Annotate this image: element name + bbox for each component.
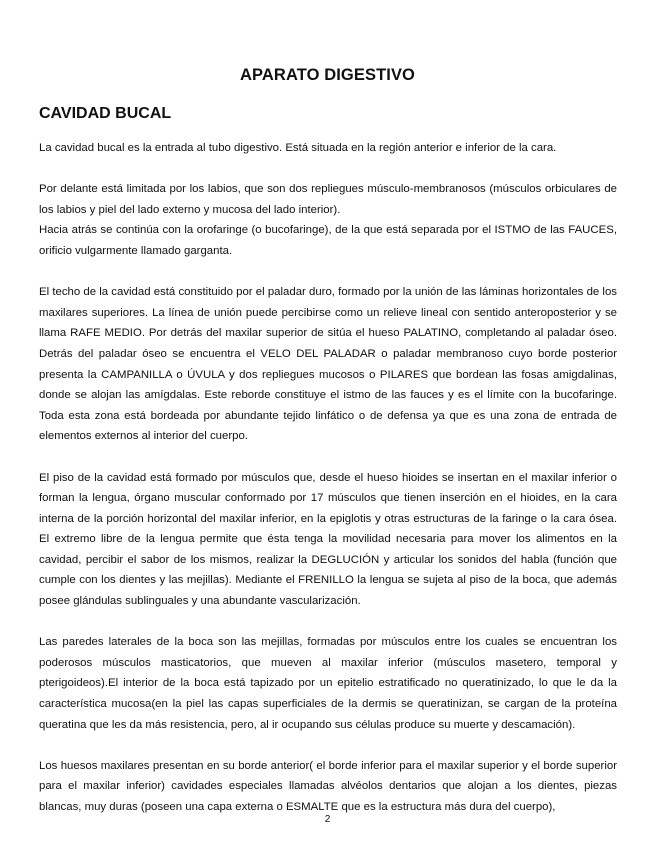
paragraph-maxilares: Los huesos maxilares presentan en su borde anterior( el borde inferior para el maxilar superior y el borde superior para el maxilar inferior) cavidades especiales llamadas alvéolos dentarios que alojan a los dientes, piezas blancas, muy duras (poseen una capa externa o ESMALTE que es la estructura más dura del cuerpo), [39, 759, 617, 813]
document-body [39, 138, 617, 818]
paragraph-orofaringe: Hacia atrás se continúa con la orofaringe (o bucofaringe), de la que está separada por el ISTMO de las FAUCES, orificio vulgarmente llamado garganta. [39, 224, 617, 257]
paragraph-paredes: Las paredes laterales de la boca son las mejillas, formadas por músculos entre los cuales se encuentran los poderosos músculos masticatorios, que mueven al maxilar inferior (músculos masetero, temporal y pterigoideos).El interior de la boca está tapizado por un epitelio estratificado no queratinizado, lo que le da la característica mucosa(en la piel las capas superficiales de la dermis se queratinizan, se cargan de la proteína queratina que les da más resistencia, pero, al ir ocupando sus células produce su muerte y descamación). [39, 636, 617, 731]
paragraph-piso: El piso de la cavidad está formado por músculos que, desde el hueso hioides se insertan en el maxilar inferior o forman la lengua, órgano muscular conformado por 17 músculos que tienen inserción en el hioides, en la cara interna de la porción horizontal del maxilar inferior, en la epiglotis y otras estructuras de la faringe o la cara ósea. El extremo libre de la lengua permite que ésta tenga la movilidad necesaria para mover los alimentos en la cavidad, percibir el sabor de los mismos, realizar la DEGLUCIÓN y articular los sonidos del habla (función que cumple con los dientes y las mejillas). Mediante el FRENILLO la lengua se sujeta al piso de la boca, que además posee glándulas sublinguales y una abundante vascularización. [39, 471, 617, 608]
paragraph-intro: La cavidad bucal es la entrada al tubo digestivo. Está situada en la región anterior e inferior de la cara. [39, 142, 557, 154]
paragraph-techo: El techo de la cavidad está constituido por el paladar duro, formado por la unión de las láminas horizontales de los maxilares superiores. La línea de unión puede percibirse como un relieve lineal con sentido anteroposterior y se llama RAFE MEDIO. Por detrás del maxilar superior de sitúa el hueso PALATINO, completando al paladar óseo. Detrás del paladar óseo se encuentra el VELO DEL PALADAR o paladar membranoso cuyo borde posterior presenta la CAMPANILLA o ÚVULA y dos repliegues mucosos o PILARES que bordean las fosas amigdalinas, donde se alojan las amígdalas. Este reborde constituye el istmo de las fauces y es el límite con la bucofaringe. Toda esta zona está bordeada por abundante tejido linfático o de defensa ya que es una zona de entrada de elementos externos al interior del cuerpo. [39, 286, 617, 443]
paragraph-labios: Por delante está limitada por los labios, que son dos repliegues músculo-membranosos (músculos orbiculares de los labios y piel del lado externo y mucosa del lado interior). [39, 183, 617, 216]
section-heading: CAVIDAD BUCAL [39, 105, 172, 122]
page-number: 2 [324, 814, 331, 825]
document-title: APARATO DIGESTIVO [240, 66, 415, 84]
